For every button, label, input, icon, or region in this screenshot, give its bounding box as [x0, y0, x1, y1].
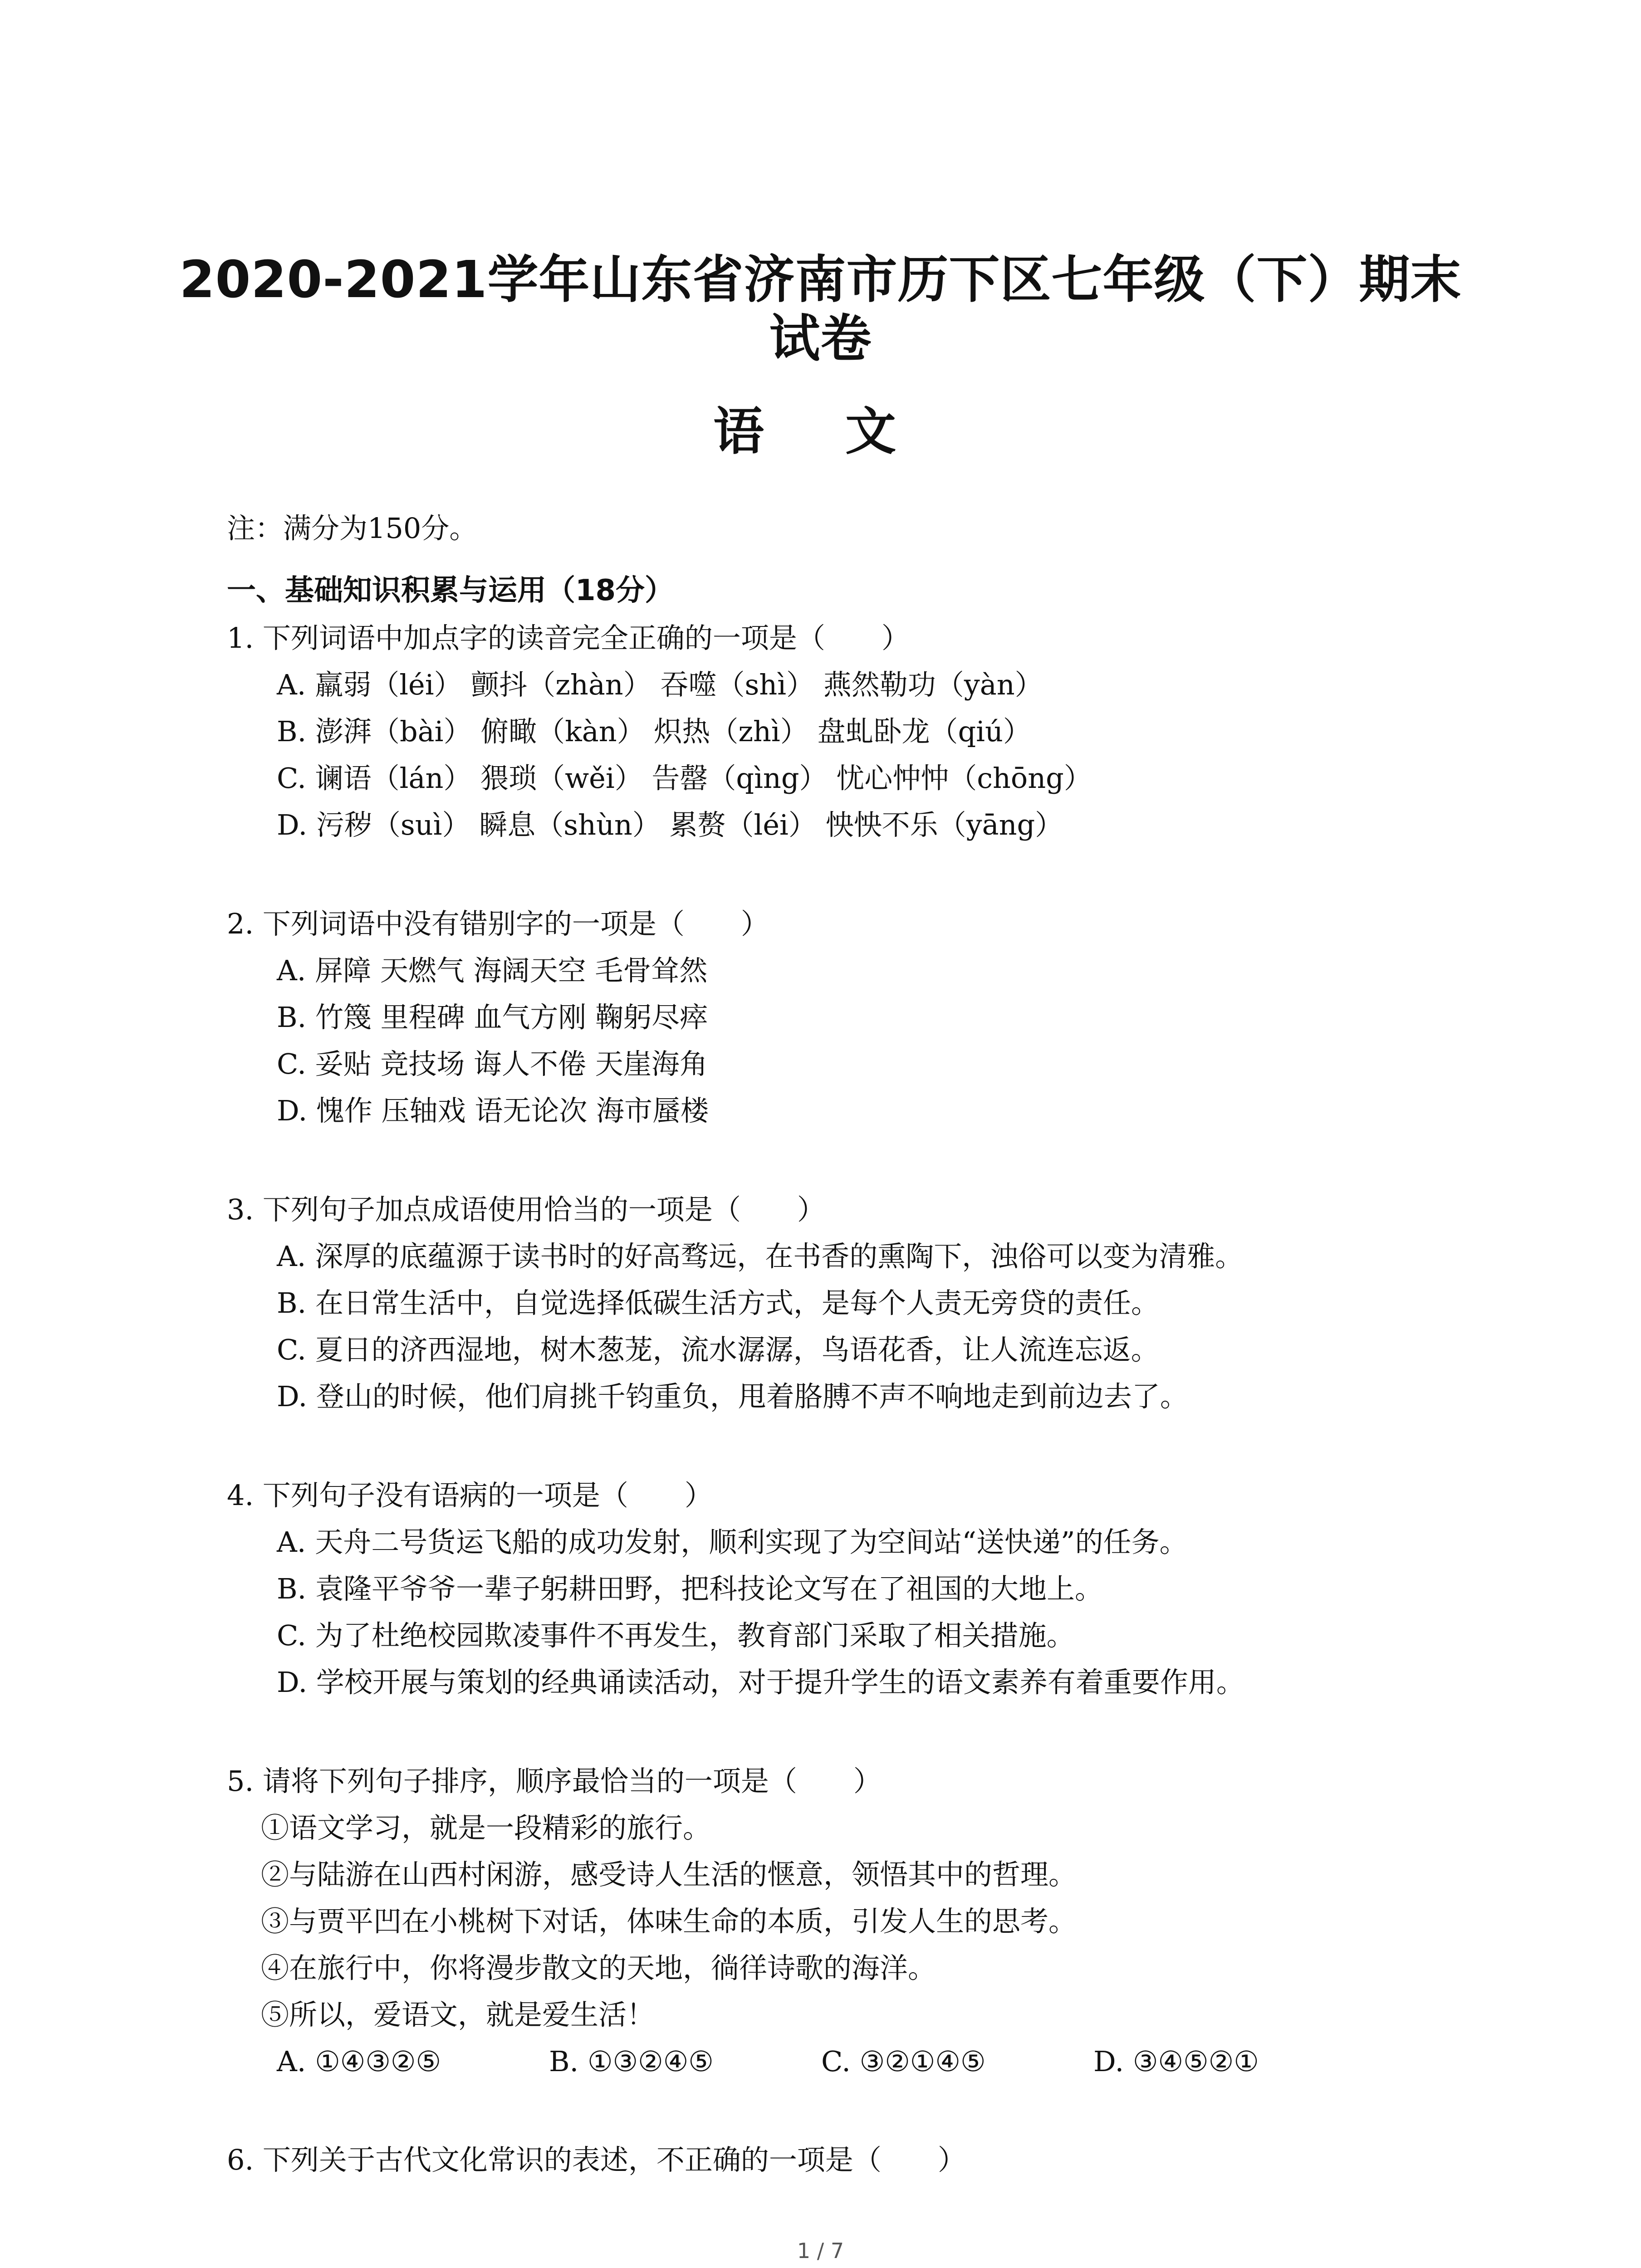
exam-title-line2: 试卷 — [769, 309, 872, 368]
question-stem: 3. 下列句子加点成语使用恰当的一项是（ ） — [227, 1193, 825, 1226]
section-heading: 一、基础知识积累与运用（18分） — [227, 574, 674, 607]
question-stem: 1. 下列词语中加点字的读音完全正确的一项是（ ） — [227, 621, 910, 655]
option-b: B. 竹篾 里程碑 血气方刚 鞠躬尽瘁 — [277, 1001, 708, 1034]
question-2 — [227, 900, 1416, 1134]
page-number: 1 / 7 — [797, 2239, 844, 2263]
question-5 — [227, 1758, 1416, 2085]
option-d: D. 学校开展与策划的经典诵读活动，对于提升学生的语文素养有着重要作用。 — [277, 1666, 1244, 1699]
question-4 — [227, 1472, 1416, 1706]
order-options — [227, 2038, 1416, 2085]
option-a: A. ①④③②⑤ — [277, 2045, 441, 2078]
sentence-5: ⑤所以，爱语文，就是爱生活！ — [261, 1998, 655, 2031]
option-a: A. 天舟二号货运飞船的成功发射，顺利实现了为空间站“送快递”的任务。 — [277, 1525, 1188, 1559]
option-b: B. 澎湃（bài） 俯瞰（kàn） 炽热（zhì） 盘虬卧龙（qiú） — [277, 715, 1031, 748]
sentence-1: ①语文学习，就是一段精彩的旅行。 — [261, 1811, 711, 1844]
question-stem: 4. 下列句子没有语病的一项是（ ） — [227, 1479, 713, 1512]
question-6 — [227, 2136, 1416, 2183]
option-d: D. ③④⑤②① — [1093, 2045, 1259, 2078]
question-1 — [227, 615, 1416, 848]
option-c: C. 为了杜绝校园欺凌事件不再发生，教育部门采取了相关措施。 — [277, 1619, 1075, 1652]
sentence-3: ③与贾平凹在小桃树下对话，体味生命的本质，引发人生的思考。 — [261, 1905, 1077, 1938]
question-stem: 6. 下列关于古代文化常识的表述，不正确的一项是（ ） — [227, 2143, 966, 2176]
question-stem: 5. 请将下列句子排序，顺序最恰当的一项是（ ） — [227, 1765, 882, 1798]
option-b: B. ①③②④⑤ — [549, 2045, 714, 2078]
option-d: D. 愧作 压轴戏 语无论次 海市蜃楼 — [277, 1094, 709, 1127]
option-c: C. 谰语（lán） 猥琐（wěi） 告罄（qìng） 忧心忡忡（chōng） — [277, 762, 1092, 795]
option-c: C. 妥贴 竞技场 诲人不倦 天崖海角 — [277, 1047, 708, 1080]
exam-title-line1: 2020-2021学年山东省济南市历下区七年级（下）期末 — [179, 250, 1462, 309]
option-c: C. ③②①④⑤ — [821, 2045, 986, 2078]
subject-heading: 语 文 — [713, 402, 928, 461]
option-b: B. 在日常生活中，自觉选择低碳生活方式，是每个人责无旁贷的责任。 — [277, 1286, 1159, 1320]
option-c: C. 夏日的济西湿地，树木葱茏，流水潺潺，鸟语花香，让人流连忘返。 — [277, 1333, 1159, 1366]
sentence-2: ②与陆游在山西村闲游，感受诗人生活的惬意，领悟其中的哲理。 — [261, 1858, 1077, 1891]
option-a: A. 羸弱（léi） 颤抖（zhàn） 吞噬（shì） 燕然勒功（yàn） — [277, 668, 1043, 701]
question-stem: 2. 下列词语中没有错别字的一项是（ ） — [227, 907, 769, 940]
sentence-4: ④在旅行中，你将漫步散文的天地，徜徉诗歌的海洋。 — [261, 1951, 936, 1984]
option-a: A. 屏障 天燃气 海阔天空 毛骨耸然 — [277, 954, 708, 987]
score-note: 注：满分为150分。 — [227, 512, 478, 545]
option-a: A. 深厚的底蕴源于读书时的好高骛远，在书香的熏陶下，浊俗可以变为清雅。 — [277, 1240, 1244, 1273]
question-3 — [227, 1186, 1416, 1420]
option-d: D. 污秽（suì） 瞬息（shùn） 累赘（léi） 怏怏不乐（yāng） — [277, 808, 1063, 841]
option-b: B. 袁隆平爷爷一辈子躬耕田野，把科技论文写在了祖国的大地上。 — [277, 1572, 1103, 1605]
option-d: D. 登山的时候，他们肩挑千钧重负，甩着胳膊不声不响地走到前边去了。 — [277, 1380, 1188, 1413]
